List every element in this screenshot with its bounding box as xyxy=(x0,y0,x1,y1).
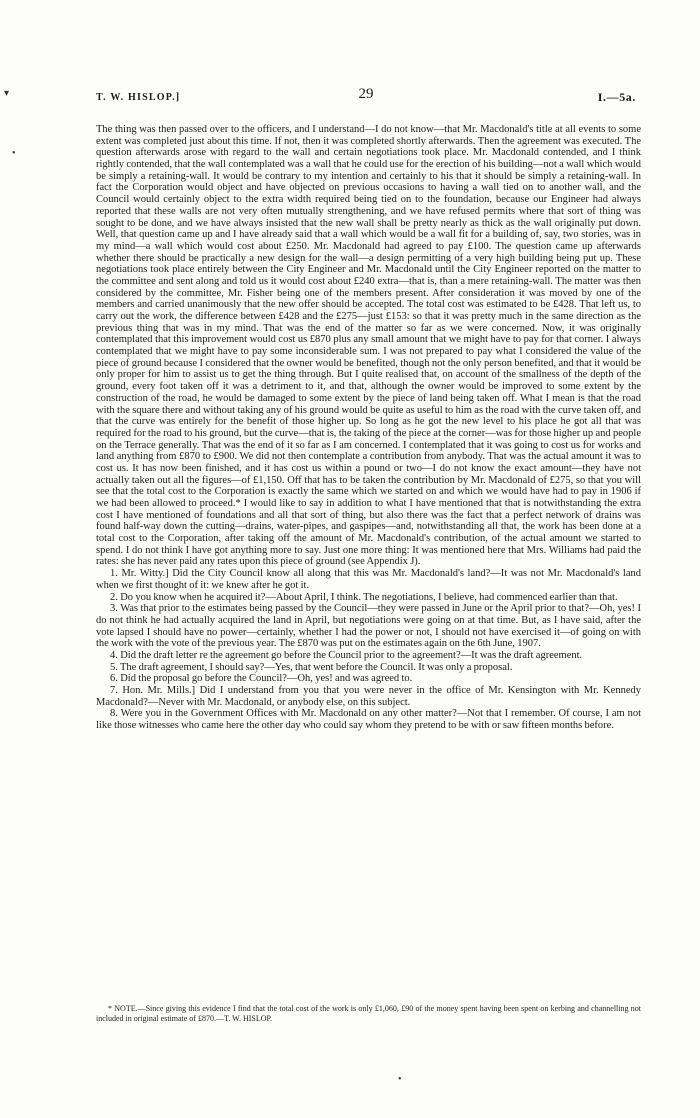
question-6: 6. Did the proposal go before the Council?—Oh, yes! and was agreed to. xyxy=(110,673,413,685)
question-3: 3. Was that prior to the estimates being passed by the Council—they were passed in June or the April prior to that?—Oh, yes! I do not think he had actually acquired the land in April, but negotiations were going on at that time. But, as I have said, after the vote lapsed I should have no power—certainly, whether I had the power or not, I should not have exercised it—of going on with the work with the vote of the previous year. The £870 was put on the estimates again on the 6th June, 1907. xyxy=(96,603,641,650)
question-8: 8. Were you in the Government Offices with Mr. Macdonald on any other matter?—Not that I remember. Of course, I am not like those witnesses who came here the other day who could say whom they pretend to be with or saw fifteen months before. xyxy=(96,708,641,732)
question-4: 4. Did the draft letter re the agreement go before the Council prior to the agreement?—It was the draft agreement. xyxy=(110,649,583,661)
margin-mark-bottom: • xyxy=(398,1074,402,1085)
question-7: 7. Hon. Mr. Mills.] Did I understand from you that you were never in the office of Mr. Kensington with Mr. Kennedy Macdonald?—Never with Mr. Macdonald, or anybody else, on this subject. xyxy=(96,685,641,708)
statement-paragraph: The thing was then passed over to the officers, and I understand—I do not know—that Mr. Macdonald's title at all events to some extent was completed just about this time. If not, then it was completed shortly afterwards. Then the agreement was executed. The question afterwards arose with regard to the wall and certain negotiations took place. Mr. Macdonald contended, and I think rightly contended, that the wall contemplated was a wall that he could use for the erection of his building—not a wall which would be simply a retaining-wall. It would be contrary to my intention and certainly to his that it should be simply a retaining-wall. In fact the Corporation would object and have objected on previous occasions to having a wall tied on to another wall, and the Council would certainly object to the extra width required being tied on to the foundation, because our Engineer had always reported that these walls are not very often mutually strengthening, and we have refused permits where that sort of thing was sought to be done, and we have always insisted that the new wall shall be pretty nearly as thick as the wall originally put down. Well, that question came up and I have already said that a wall which would be a wall fit for a building of, say, two stories, was in my mind—a wall which would cost about £250. Mr. Macdonald had agreed to pay £100. The question came up afterwards whether there should be practically a new design for the wall—a design permitting of a very high building being put up. These negotiations took place entirely between the City Engineer and Mr. Macdonald until the City Engineer reported on the matter to the committee and sent along and told us it would cost about £240 extra—that is, than a mere retaining-wall. The matter was then considered by the committee, Mr. Fisher being one of the members present. After consideration it was moved by one of the members and carried unanimously that the new offer should be accepted. The total cost was estimated to be £428. That left us, to carry out the work, the difference between £428 and the £275—just £153: so that it was pretty much in the same direction as the previous thing that was in my mind. That was the end of the matter so far as we were concerned. Now, it was originally contemplated that this improvement would cost us £870 plus any small amount that we might have to pay for that corner. I always contemplated that we might have to pay some inconsiderable sum. I was not prepared to pay what I considered the value of the piece of ground because I considered that the owner would be benefited, though not the only person benefited, and that it would be only proper for him to assist us to get the thing through. But I quite realised that, on account of the smallness of the depth of the ground, every foot taken off it was a detriment to it, and that, although the owner would be improved to some extent by the construction of the road, he would be damaged to some extent by the piece of land being taken off. What I mean is that the road with the square there and without taking any of his ground would be quite as useful to him as the road with the curve taken off, and that the curve was entirely for the benefit of those higher up. So long as he got the new level to his place he got all that was required for the road to his ground, but the curve—that is, the taking of the piece at the corner—was for those higher up and people on the Terrace generally. That was the end of it so far as I am concerned. I contemplated that it was going to cost us for works and land anything from £870 to £900. We did not then contemplate a contribution from anybody. That was the actual amount it was to cost us. It has now been finished, and it has cost us within a pound or two—I do not know the exact amount—they have not actually taken out all the figures—of £1,150. Off that has to be taken the contribution by Mr. Macdonald of £275, so that you will see that the total cost to the Corporation is exactly the same which we started on and which we would have had to pay in 1906 if we had been allowed to proceed.* I would like to say in addition to what I have mentioned that that is notwithstanding the extra cost I have mentioned of foundations and all that sort of thing, but also there was the fact that a perfect network of drains was found half-way down the cutting—drains, water-pipes, and gaspipes—and, notwithstanding all that, the work has been done at a total cost to the Corporation, after taking off the amount of Mr. Macdonald's contribution, of the actual amount we started to spend. I do not think I have got anything more to say. Just one more thing: It was mentioned here that Mrs. Williams had paid the rates: she has never paid any rates upon this piece of ground (see Appendix J). xyxy=(96,124,641,568)
margin-mark-left: • xyxy=(12,148,16,159)
header-reference: I.—5a. xyxy=(597,90,636,104)
header-witness-name: T. W. HISLOP.] xyxy=(96,92,181,103)
evidence-body xyxy=(96,124,641,732)
page-number: 29 xyxy=(358,86,374,102)
question-5: 5. The draft agreement, I should say?—Yes, that went before the Council. It was only a proposal. xyxy=(110,661,513,673)
question-2: 2. Do you know when he acquired it?—About April, I think. The negotiations, I believe, had commenced earlier than that. xyxy=(110,591,618,603)
page-header xyxy=(96,86,636,108)
margin-mark-top: ▾ xyxy=(4,88,10,99)
footnote: * NOTE.—Since giving this evidence I find that the total cost of the work is only £1,060, £90 of the money spent having been spent on kerbing and channelling not included in original estimate of £870.—T. W. HISLOP. xyxy=(96,1004,641,1023)
question-1: 1. Mr. Witty.] Did the City Council know all along that this was Mr. Macdonald's land?—It was not Mr. Macdonald's land when we first thought of it: we knew after he got it. xyxy=(96,568,641,591)
